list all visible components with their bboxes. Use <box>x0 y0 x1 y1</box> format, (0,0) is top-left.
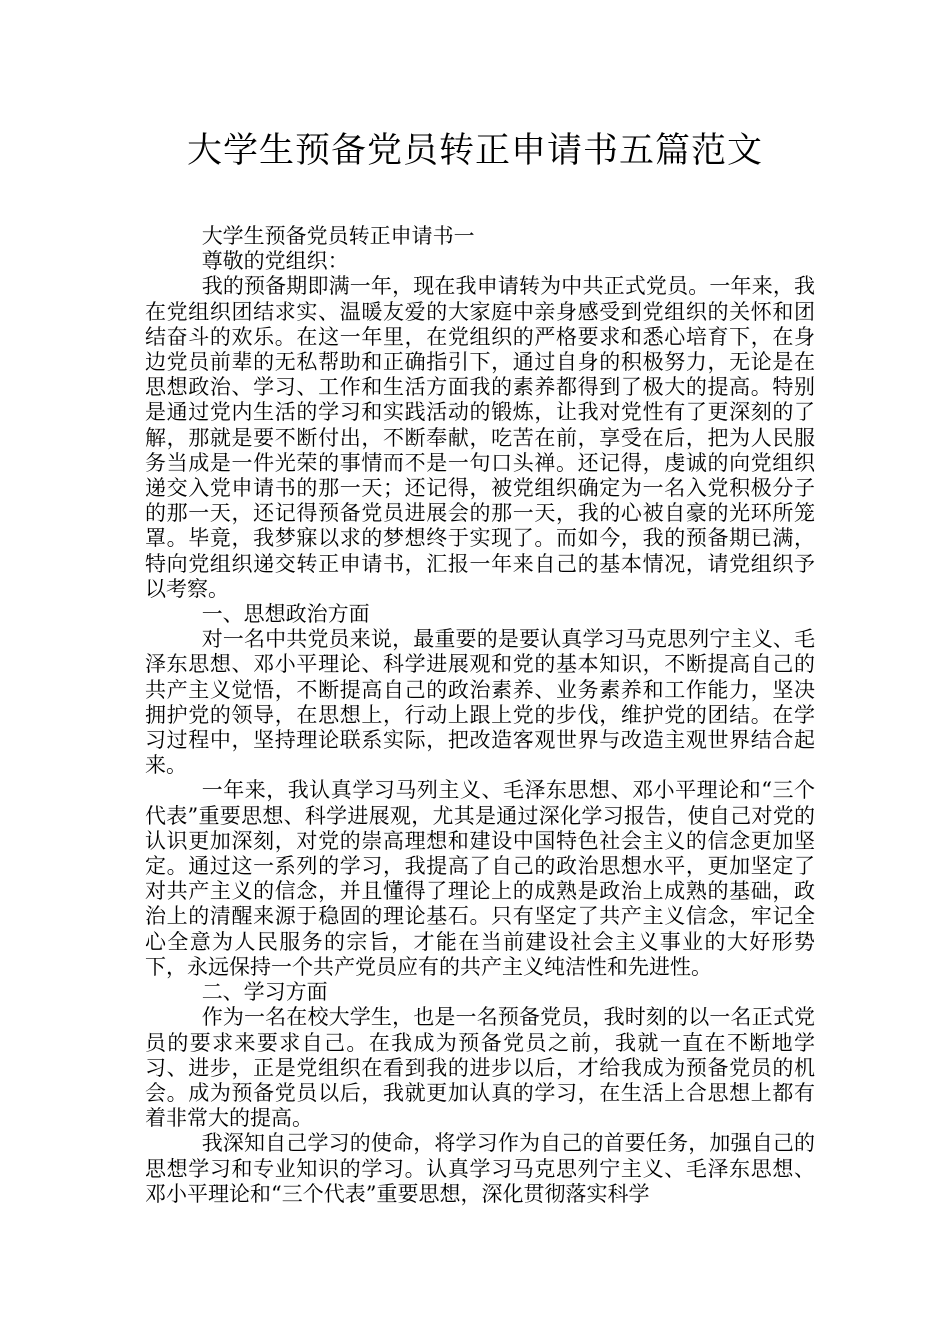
section-heading-letter-one: 大学生预备党员转正申请书一 <box>201 224 475 248</box>
section-heading-study: 二、学习方面 <box>201 980 328 1005</box>
section-heading-politics: 一、思想政治方面 <box>201 602 370 627</box>
document-title: 大学生预备党员转正申请书五篇范文 <box>186 131 763 171</box>
paragraph-politics-2: 一年来，我认真学习马列主义、毛泽东思想、邓小平理论和“三个代表”重要思想、科学进展观，尤其是通过深化学习报告，使自己对党的认识更加深刻，对党的崇高理想和建设中国特色社会主义的信念更加坚定。通过这一系列的学习，我提高了自己的政治思想水平，更加坚定了对共产主义的信念，并且懂得了理论上的成熟是政治上成熟的基础，政治上的清醒来源于稳固的理论基石。只有坚定了共产主义信念，牢记全心全意为人民服务的宗旨，才能在当前建设社会主义事业的大好形势下，永远保持一个共产党员应有的共产主义纯洁性和先进性。 <box>145 778 815 979</box>
paragraph-intro: 我的预备期即满一年，现在我申请转为中共正式党员。一年来，我在党组织团结求实、温暖友爱的大家庭中亲身感受到党组织的关怀和团结奋斗的欢乐。在这一年里，在党组织的严格要求和悉心培育下，在身边党员前辈的无私帮助和正确指引下，通过自身的积极努力，无论是在思想政治、学习、工作和生活方面我的素养都得到了极大的提高。特别是通过党内生活的学习和实践活动的锻炼，让我对党性有了更深刻的了解，那就是要不断付出，不断奉献，吃苦在前，享受在后，把为人民服务当成是一件光荣的事情而不是一句口头禅。还记得，虔诚的向党组织递交入党申请书的那一天；还记得，被党组织确定为一名入党积极分子的那一天，还记得预备党员进展会的那一天，我的心被自豪的光环所笼罩。毕竟，我梦寐以求的梦想终于实现了。而如今，我的预备期已满，特向党组织递交转正申请书，汇报一年来自己的基本情况，请党组织予以考察。 <box>145 274 815 601</box>
paragraph-politics-1: 对一名中共党员来说，最重要的是要认真学习马克思列宁主义、毛泽东思想、邓小平理论、科学进展观和党的基本知识，不断提高自己的共产主义觉悟，不断提高自己的政治素养、业务素养和工作能力，坚决拥护党的领导，在思想上，行动上跟上党的步伐，维护党的团结。在学习过程中，坚持理论联系实际，把改造客观世界与改造主观世界结合起来。 <box>145 627 815 778</box>
paragraph-study-2: 我深知自己学习的使命，将学习作为自己的首要任务，加强自己的思想学习和专业知识的学习。认真学习马克思列宁主义、毛泽东思想、邓小平理论和“三个代表”重要思想，深化贯彻落实科学 <box>145 1131 815 1206</box>
salutation: 尊敬的党组织： <box>201 249 349 274</box>
document-body <box>145 224 815 1207</box>
paragraph-study-1: 作为一名在校大学生，也是一名预备党员，我时刻的以一名正式党员的要求来要求自己。在我成为预备党员之前，我就一直在不断地学习、进步，正是党组织在看到我的进步以后，才给我成为预备党员的机会。成为预备党员以后，我就更加认真的学习，在生活上合思想上都有着非常大的提高。 <box>145 1005 815 1131</box>
